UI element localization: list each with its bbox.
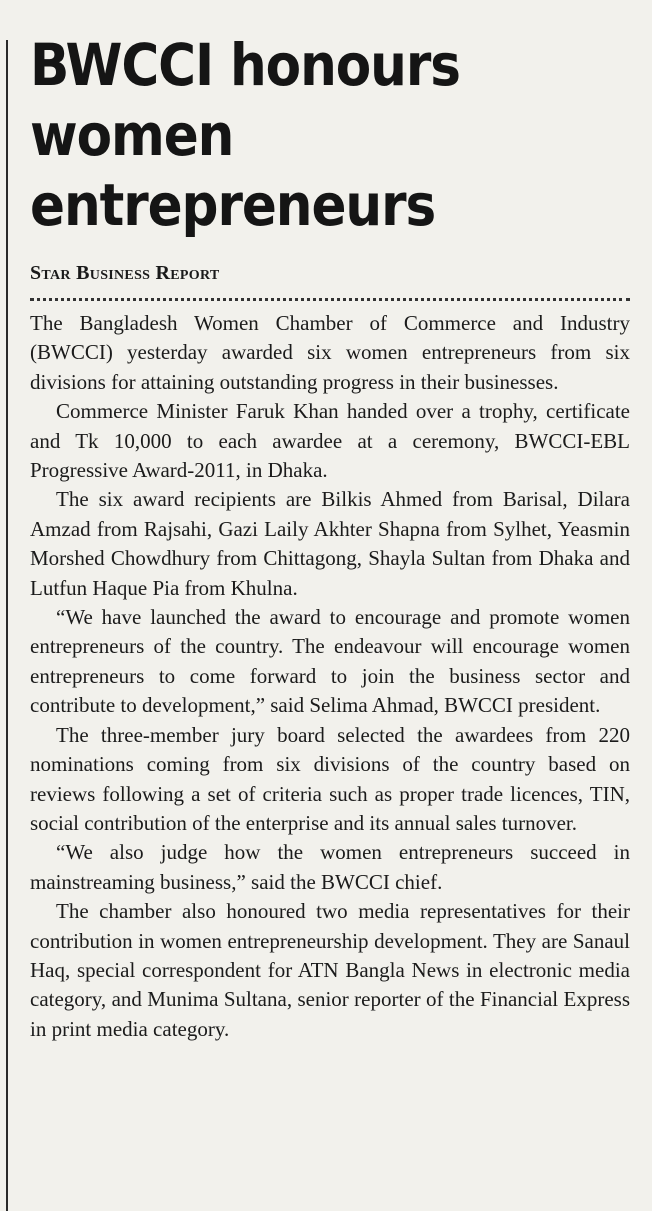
paragraph: “We also judge how the women entrepreneurs succeed in mainstreaming business,” said the BWCCI chief.	[30, 840, 630, 894]
paragraph: Commerce Minister Faruk Khan handed over a trophy, certificate and Tk 10,000 to each awardee at a ceremony, BWCCI-EBL Progressive Award-2011, in Dhaka.	[30, 399, 630, 483]
paragraph: The three-member jury board selected the awardees from 220 nominations coming from six divisions of the country based on reviews following a set of criteria such as proper trade licences, TIN, social contribution of the enterprise and its annual sales turnover.	[30, 722, 630, 835]
news-clipping	[30, 30, 630, 1044]
paragraph: “We have launched the award to encourage and promote women entrepreneurs of the country. The endeavour will encourage women entrepreneurs to come forward to join the business sector and contribute to development,” said Selima Ahmad, BWCCI president.	[30, 605, 630, 718]
paragraph: The Bangladesh Women Chamber of Commerce and Industry (BWCCI) yesterday awarded six women entrepreneurs from six divisions for attaining outstanding progress in their businesses.	[30, 311, 630, 394]
article-body	[30, 309, 630, 1044]
byline: Star Business Report	[30, 262, 220, 284]
headline: BWCCI honours women entrepreneurs	[30, 31, 460, 239]
column-rule	[6, 40, 8, 1211]
paragraph: The chamber also honoured two media representatives for their contribution in women entrepreneurship development. They are Sanaul Haq, special correspondent for ATN Bangla News in electronic media category, and Munima Sultana, senior reporter of the Financial Express in print media category.	[30, 899, 630, 1041]
paragraph: The six award recipients are Bilkis Ahmed from Barisal, Dilara Amzad from Rajsahi, Gazi Laily Akhter Shapna from Sylhet, Yeasmin Morshed Chowdhury from Chittagong, Shayla Sultan from Dhaka and Lutfun Haque Pia from Khulna.	[30, 487, 630, 600]
dotted-divider	[30, 298, 630, 301]
